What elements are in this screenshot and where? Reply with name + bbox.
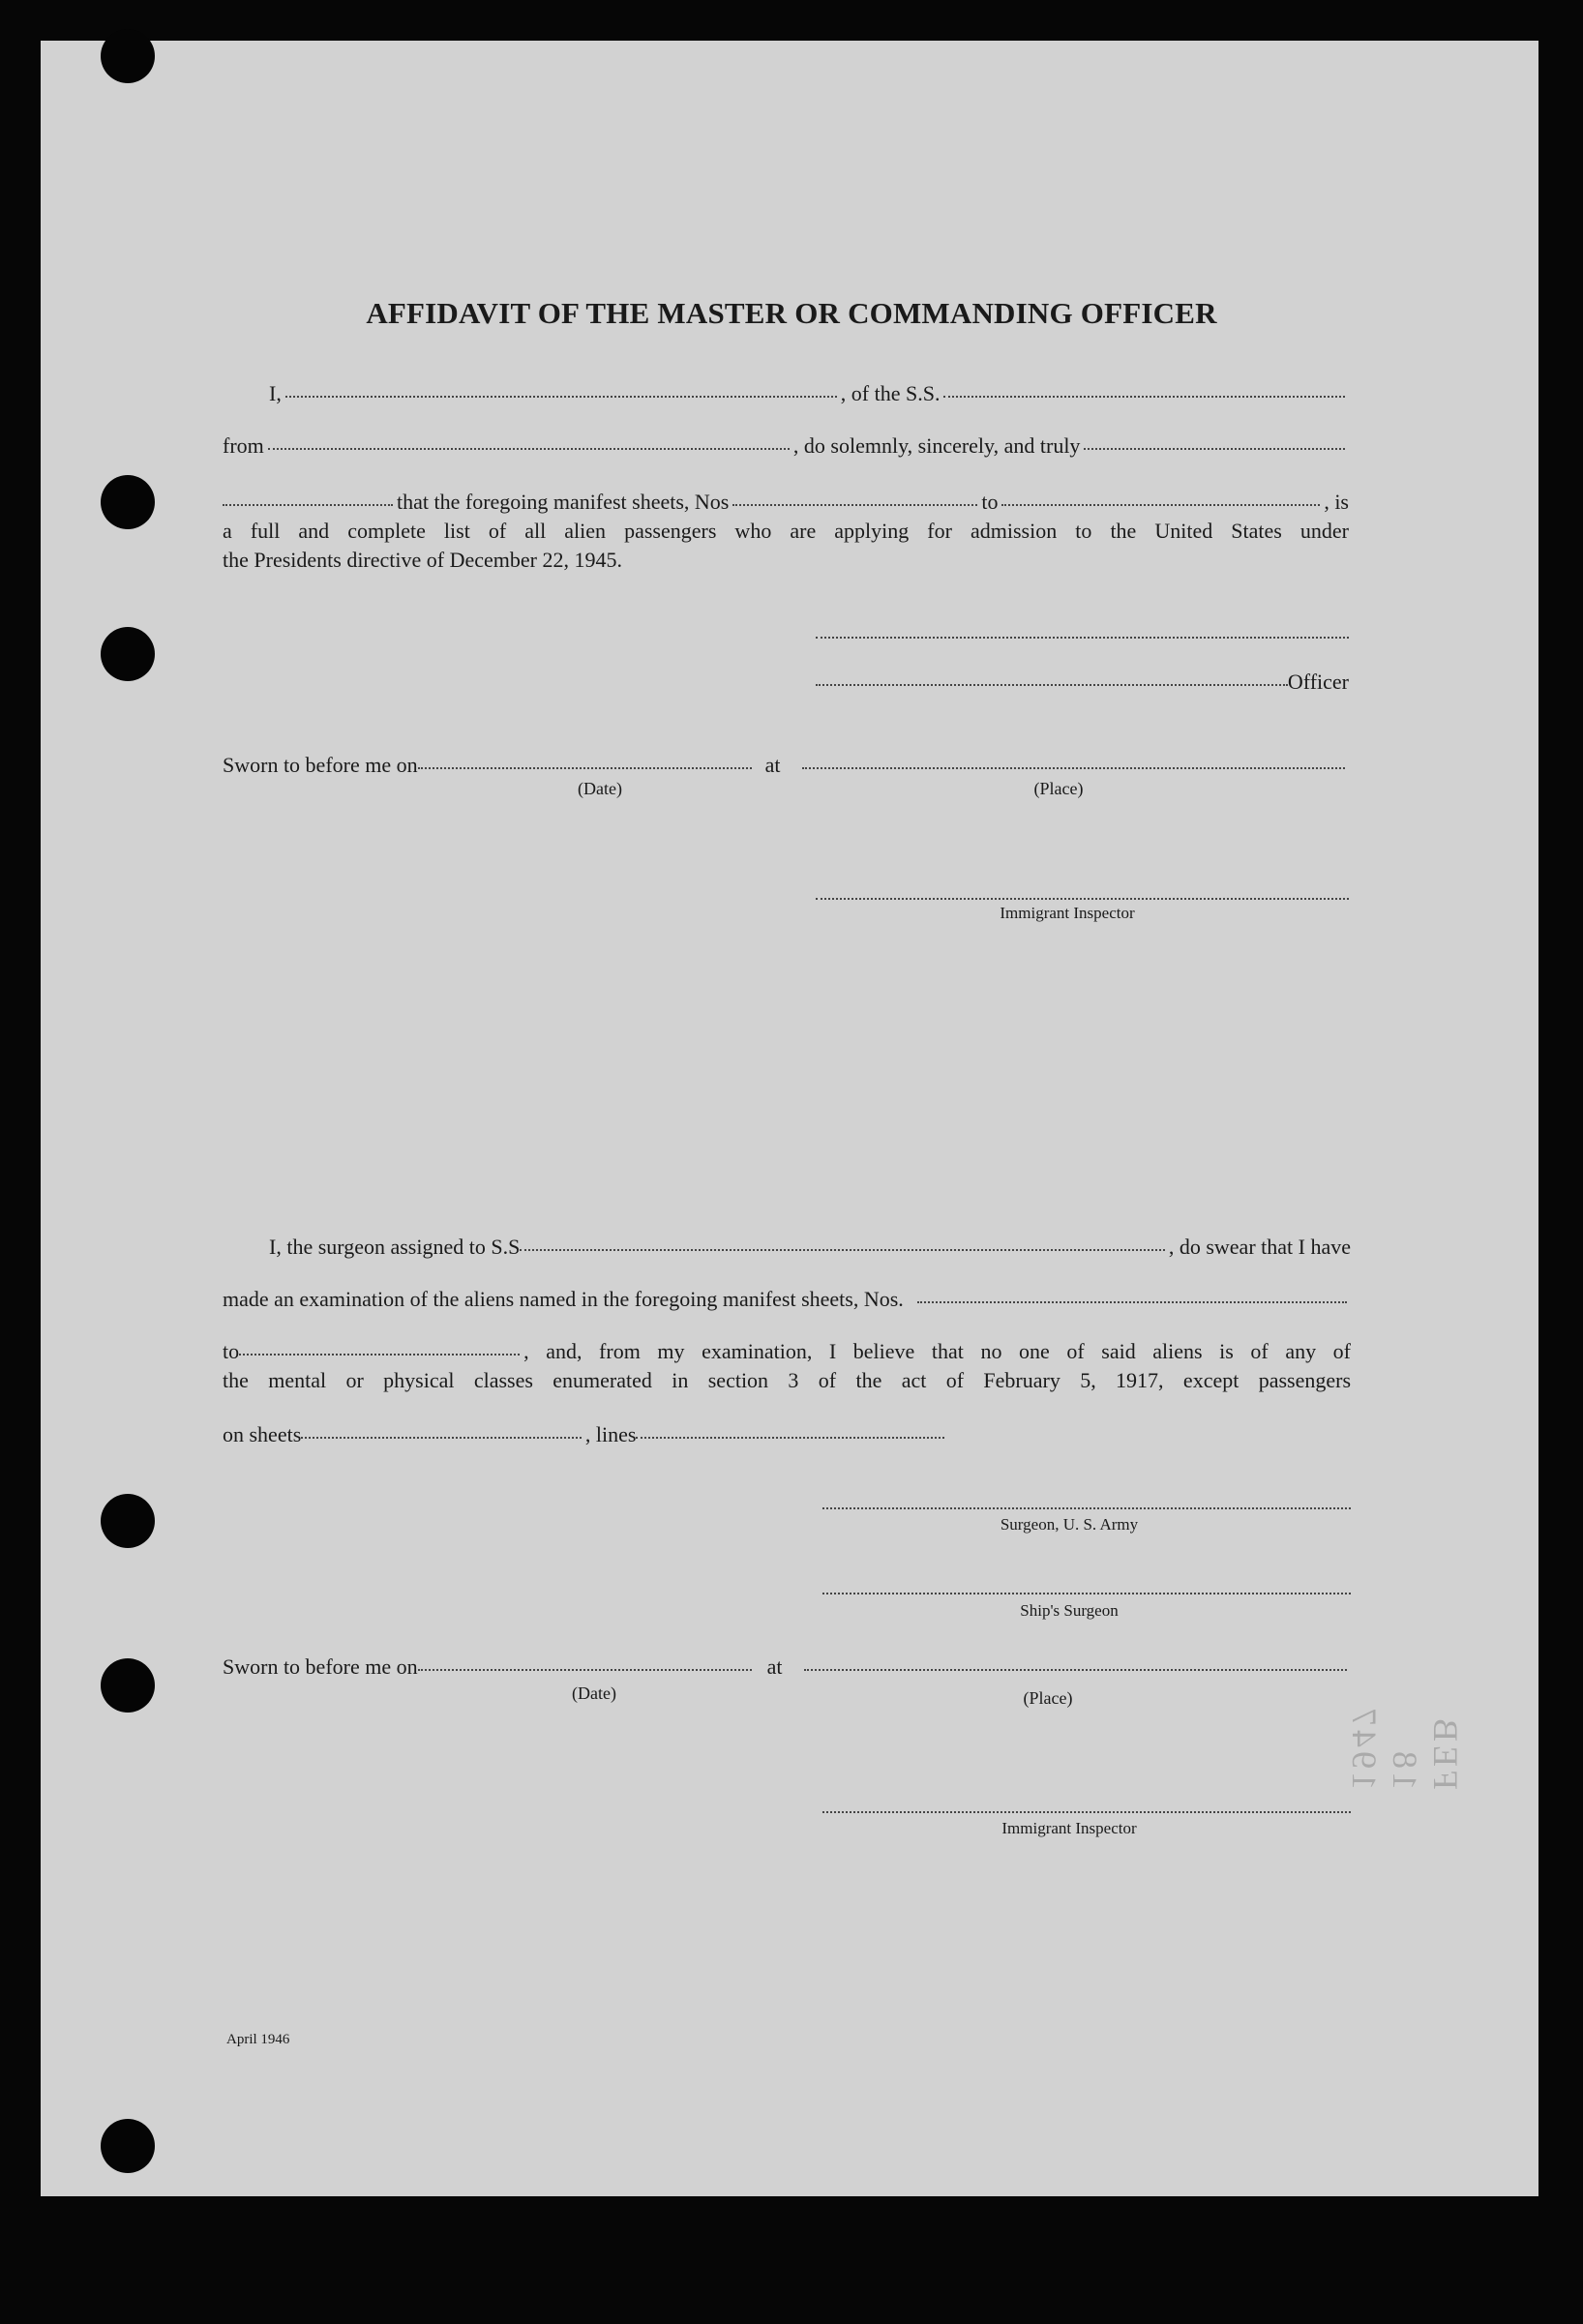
surgeon-line-5 — [223, 1422, 948, 1447]
ship-field[interactable] — [943, 396, 1345, 398]
text: , lines — [584, 1422, 637, 1446]
text: to — [223, 1339, 240, 1363]
sworn-place-field[interactable] — [802, 767, 1345, 769]
officer-label: Officer — [1287, 670, 1349, 694]
inspector-label: Immigrant Inspector — [1000, 904, 1135, 922]
text: at — [766, 1654, 783, 1679]
text: I, — [269, 381, 282, 405]
date-label: (Date) — [578, 779, 622, 798]
surgeon-line-4: the mental or physical classes enumerated in section 3 of the act of February 5, 1917, except passengers — [223, 1368, 1351, 1392]
sheets-from-field[interactable] — [732, 504, 977, 506]
oath-field[interactable] — [1084, 448, 1345, 450]
text: , do swear that I have — [1168, 1235, 1351, 1259]
text: that the foregoing manifest sheets, Nos — [397, 490, 730, 514]
ship-surgeon-signature-line[interactable] — [822, 1593, 1351, 1594]
sworn-date-field[interactable] — [418, 1669, 752, 1671]
text: Sworn to before me on — [223, 1654, 418, 1679]
place-label: (Place) — [1033, 779, 1084, 798]
inspector-signature-line[interactable] — [816, 898, 1349, 900]
officer-signature-row — [816, 670, 1349, 695]
punch-hole — [101, 29, 155, 83]
surgeon-line-2 — [223, 1287, 1351, 1312]
form-date: April 1946 — [226, 2032, 290, 2047]
text: to — [981, 490, 999, 514]
surgeon-sworn-row — [223, 1654, 1351, 1680]
text: Sworn to before me on — [223, 753, 418, 777]
text: from — [223, 433, 264, 458]
surgeon-sheets-from-field[interactable] — [917, 1301, 1347, 1303]
name-field[interactable] — [285, 396, 837, 398]
sheets-to-field[interactable] — [1001, 504, 1320, 506]
punch-hole — [101, 2119, 155, 2173]
oath-verb-field[interactable] — [223, 504, 393, 506]
sworn-place-field[interactable] — [804, 1669, 1347, 1671]
text: , is — [1324, 490, 1349, 514]
ship-surgeon-label: Ship's Surgeon — [1020, 1601, 1119, 1620]
surgeon-sheets-to-field[interactable] — [239, 1354, 520, 1356]
from-field[interactable] — [268, 448, 790, 450]
form-page — [41, 41, 1538, 2196]
text: , do solemnly, sincerely, and truly — [792, 433, 1081, 458]
surgeon-line-1 — [269, 1235, 1351, 1260]
text: , and, from my examination, I believe that no one of said aliens is of any of — [523, 1339, 1351, 1363]
punch-hole — [101, 627, 155, 681]
inspector-label: Immigrant Inspector — [1001, 1819, 1137, 1837]
date-label: (Date) — [572, 1683, 616, 1703]
surgeon-line-3 — [223, 1339, 1351, 1364]
text: on sheets — [223, 1422, 302, 1446]
officer-signature-line-2[interactable] — [816, 684, 1288, 686]
officer-signature-line-1[interactable] — [816, 637, 1349, 639]
master-line-4: a full and complete list of all alien passengers who are applying for admission to the United States under — [223, 519, 1349, 543]
sworn-date-field[interactable] — [418, 767, 752, 769]
received-stamp: FEB 18 1947 — [1345, 1705, 1465, 1790]
army-surgeon-signature-line[interactable] — [822, 1507, 1351, 1509]
exception-sheets-field[interactable] — [301, 1437, 582, 1439]
text: I, the surgeon assigned to S.S — [269, 1235, 521, 1259]
page-title: AFFIDAVIT OF THE MASTER OR COMMANDING OFFICER — [366, 296, 1217, 330]
punch-hole — [101, 475, 155, 529]
text: , of the S.S. — [840, 381, 941, 405]
master-line-2 — [223, 433, 1349, 459]
army-surgeon-label: Surgeon, U. S. Army — [1000, 1515, 1139, 1534]
place-label: (Place) — [1023, 1688, 1073, 1708]
text: at — [764, 753, 781, 777]
master-line-1 — [269, 381, 1349, 406]
text: made an examination of the aliens named in the foregoing manifest sheets, Nos. — [223, 1287, 904, 1311]
master-line-3 — [223, 490, 1349, 515]
master-sworn-row — [223, 753, 1349, 778]
punch-hole — [101, 1658, 155, 1713]
master-line-5: the Presidents directive of December 22, 1945. — [223, 548, 622, 572]
punch-hole — [101, 1494, 155, 1548]
surgeon-ship-field[interactable] — [520, 1249, 1165, 1251]
inspector-signature-line[interactable] — [822, 1811, 1351, 1813]
exception-lines-field[interactable] — [636, 1437, 944, 1439]
